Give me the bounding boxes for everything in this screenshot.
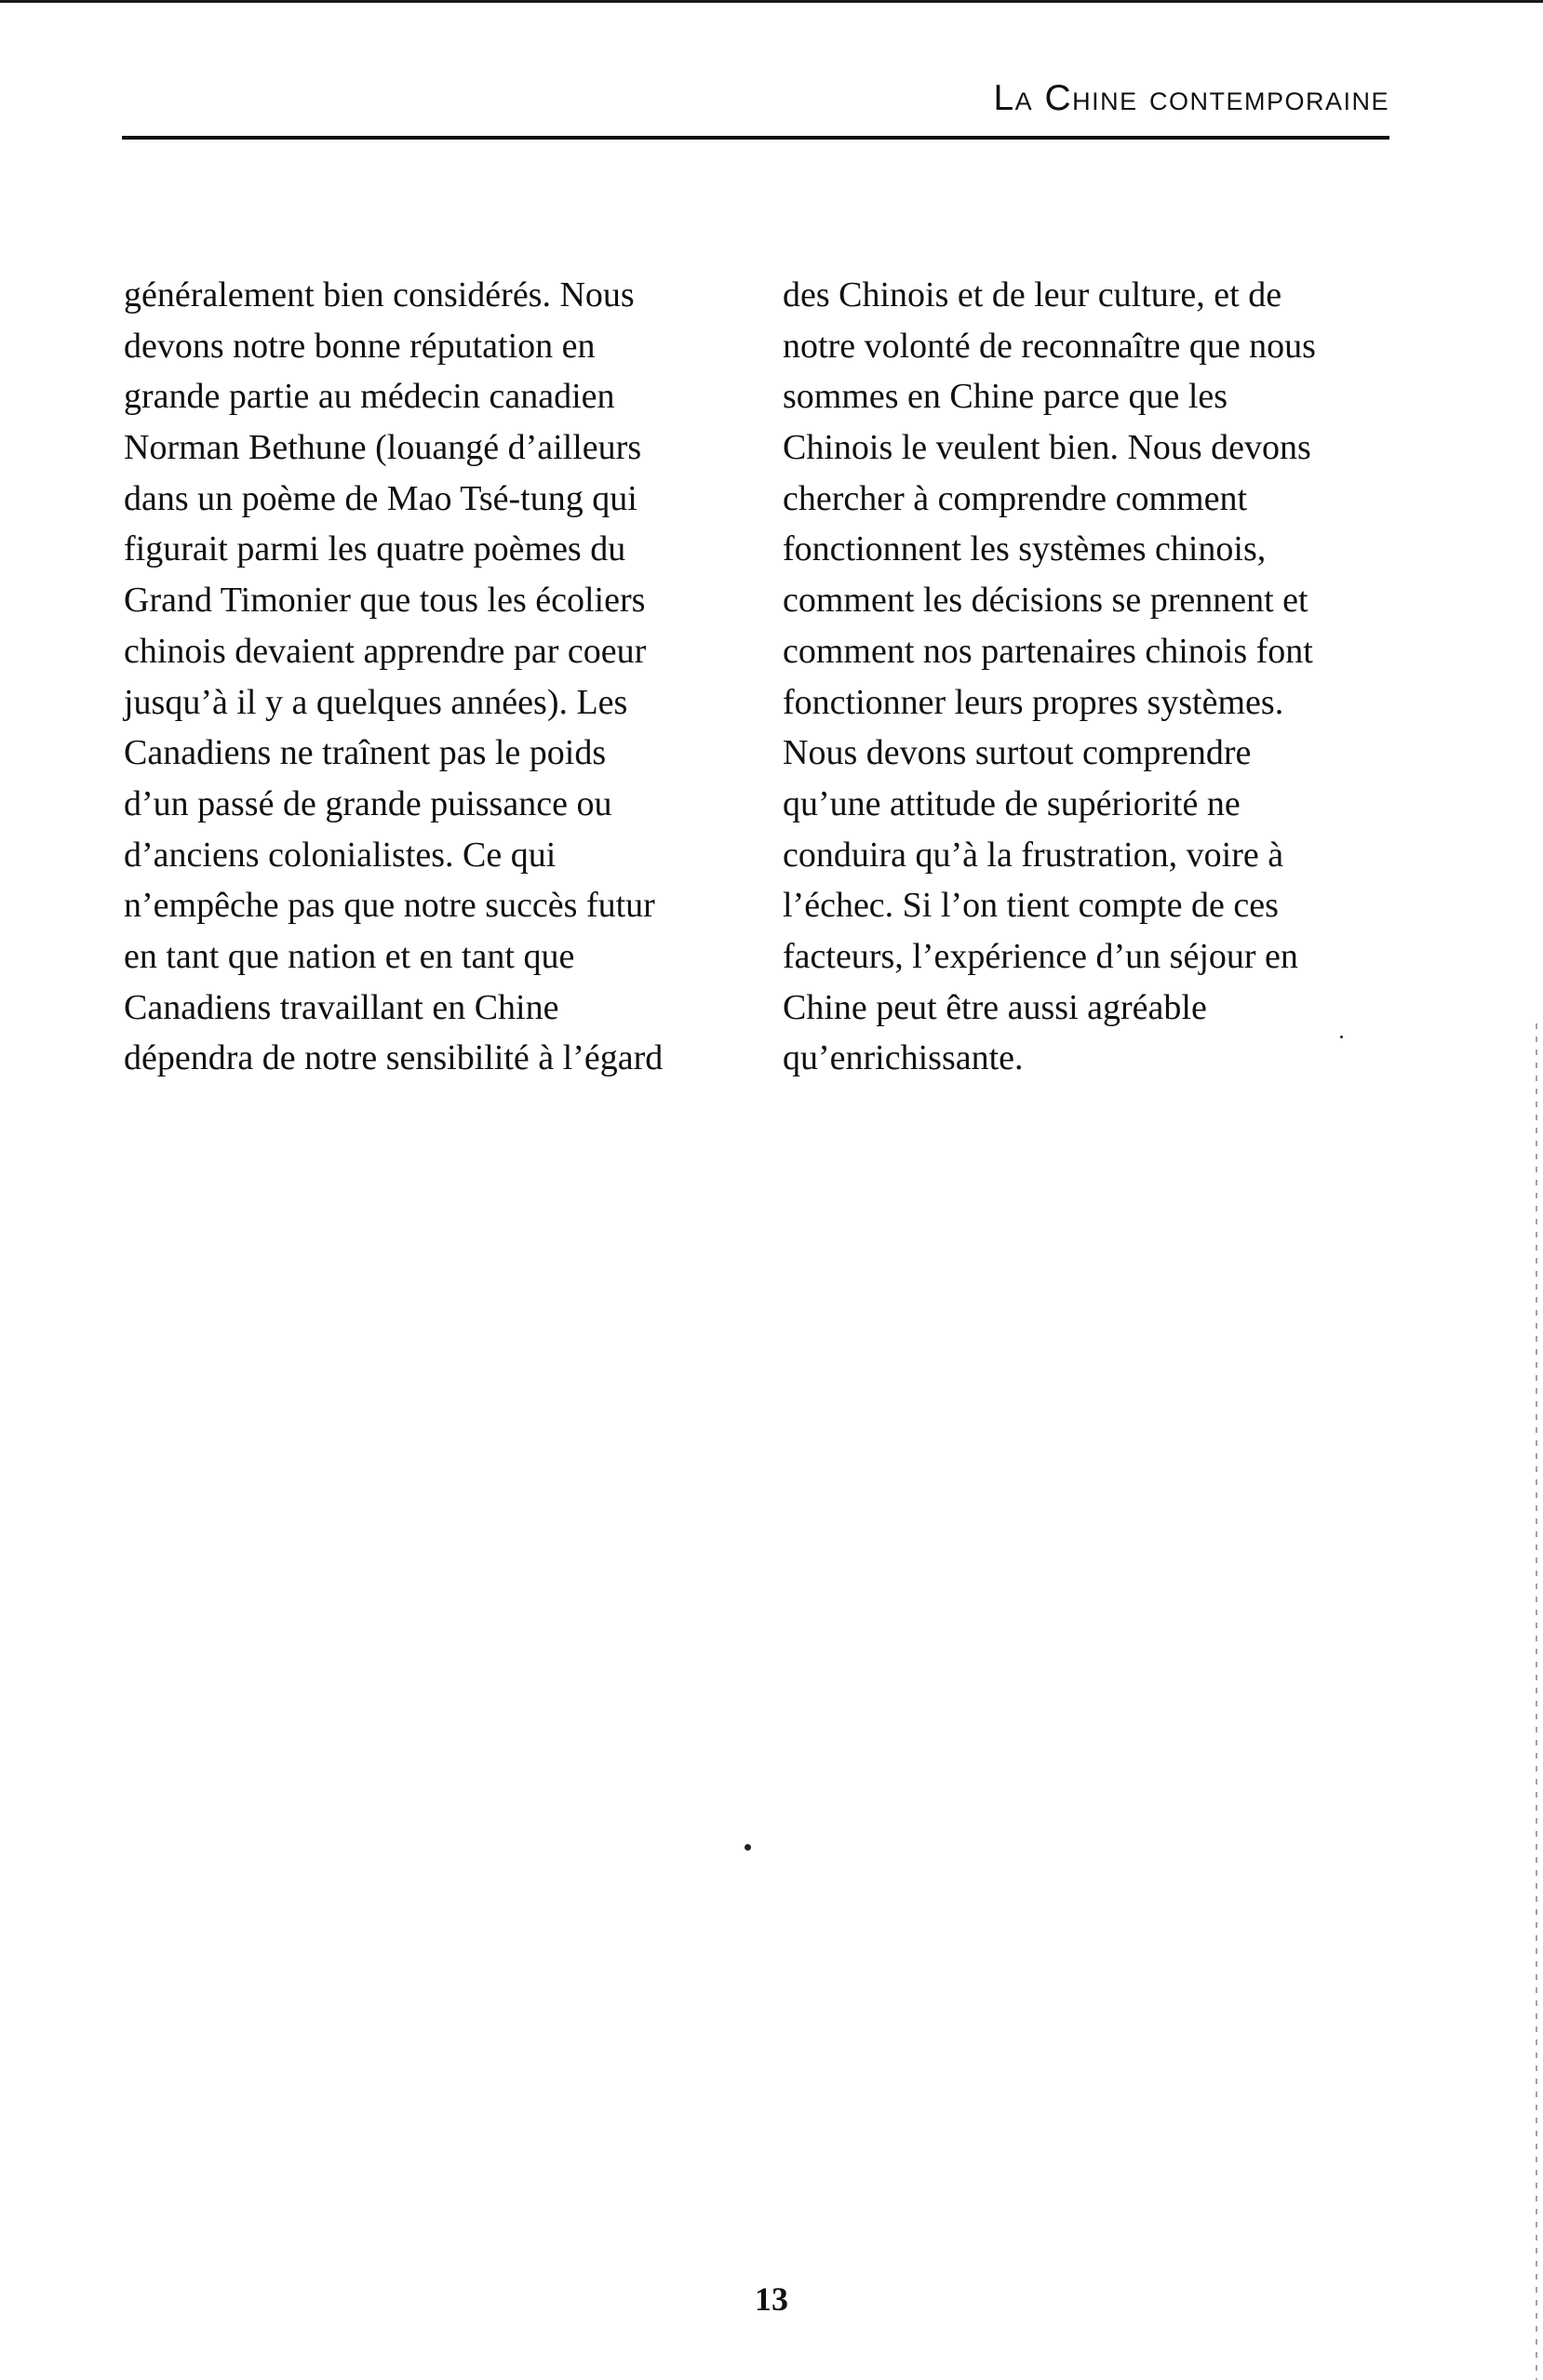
text-line: devons notre bonne réputation en bbox=[124, 326, 596, 366]
text-line: qu’enrichissante. bbox=[783, 1038, 1024, 1078]
text-line: facteurs, l’expérience d’un séjour en bbox=[783, 936, 1298, 976]
text-line: qu’une attitude de supériorité ne bbox=[783, 783, 1241, 823]
text-line: d’un passé de grande puissance ou bbox=[124, 783, 612, 823]
header-rule bbox=[122, 136, 1389, 140]
text-line: chinois devaient apprendre par coeur bbox=[124, 631, 647, 671]
text-line: comment les décisions se prennent et bbox=[783, 581, 1308, 621]
text-column-left bbox=[124, 270, 757, 1084]
text-line: grande partie au médecin canadien bbox=[124, 377, 615, 417]
text-line: fonctionner leurs propres systèmes. bbox=[783, 682, 1284, 722]
text-line: dépendra de notre sensibilité à l’égard bbox=[124, 1038, 664, 1078]
text-line: Canadiens travaillant en Chine bbox=[124, 987, 559, 1027]
scan-speck bbox=[1340, 1036, 1343, 1038]
scan-speck bbox=[745, 1844, 751, 1851]
scan-top-edge bbox=[0, 0, 1543, 3]
text-line: n’empêche pas que notre succès futur bbox=[124, 886, 655, 926]
page-number: 13 bbox=[755, 2280, 788, 2318]
text-line: notre volonté de reconnaître que nous bbox=[783, 326, 1316, 366]
text-line: comment nos partenaires chinois font bbox=[783, 631, 1313, 671]
text-line: Chinois le veulent bien. Nous devons bbox=[783, 428, 1311, 468]
scan-right-edge bbox=[1536, 1023, 1537, 2380]
running-header-title: La Chine contemporaine bbox=[993, 78, 1389, 118]
text-line: généralement bien considérés. Nous bbox=[124, 275, 635, 314]
text-line: chercher à comprendre comment bbox=[783, 478, 1248, 518]
text-line: dans un poème de Mao Tsé-tung qui bbox=[124, 478, 637, 518]
text-line: l’échec. Si l’on tient compte de ces bbox=[783, 886, 1279, 926]
text-column-right bbox=[783, 270, 1378, 1084]
text-line: fonctionnent les systèmes chinois, bbox=[783, 529, 1267, 569]
text-line: sommes en Chine parce que les bbox=[783, 377, 1228, 417]
text-line: Canadiens ne traînent pas le poids bbox=[124, 733, 607, 773]
text-line: Norman Bethune (louangé d’ailleurs bbox=[124, 428, 642, 468]
text-line: Chine peut être aussi agréable bbox=[783, 987, 1207, 1027]
text-line: Nous devons surtout comprendre bbox=[783, 733, 1252, 773]
text-line: jusqu’à il y a quelques années). Les bbox=[124, 682, 628, 722]
text-line: conduira qu’à la frustration, voire à bbox=[783, 835, 1284, 875]
running-header bbox=[122, 74, 1389, 140]
text-line: des Chinois et de leur culture, et de bbox=[783, 275, 1282, 314]
text-line: figurait parmi les quatre poèmes du bbox=[124, 529, 626, 569]
text-line: en tant que nation et en tant que bbox=[124, 936, 575, 976]
text-line: Grand Timonier que tous les écoliers bbox=[124, 581, 646, 621]
text-line: d’anciens colonialistes. Ce qui bbox=[124, 835, 557, 875]
